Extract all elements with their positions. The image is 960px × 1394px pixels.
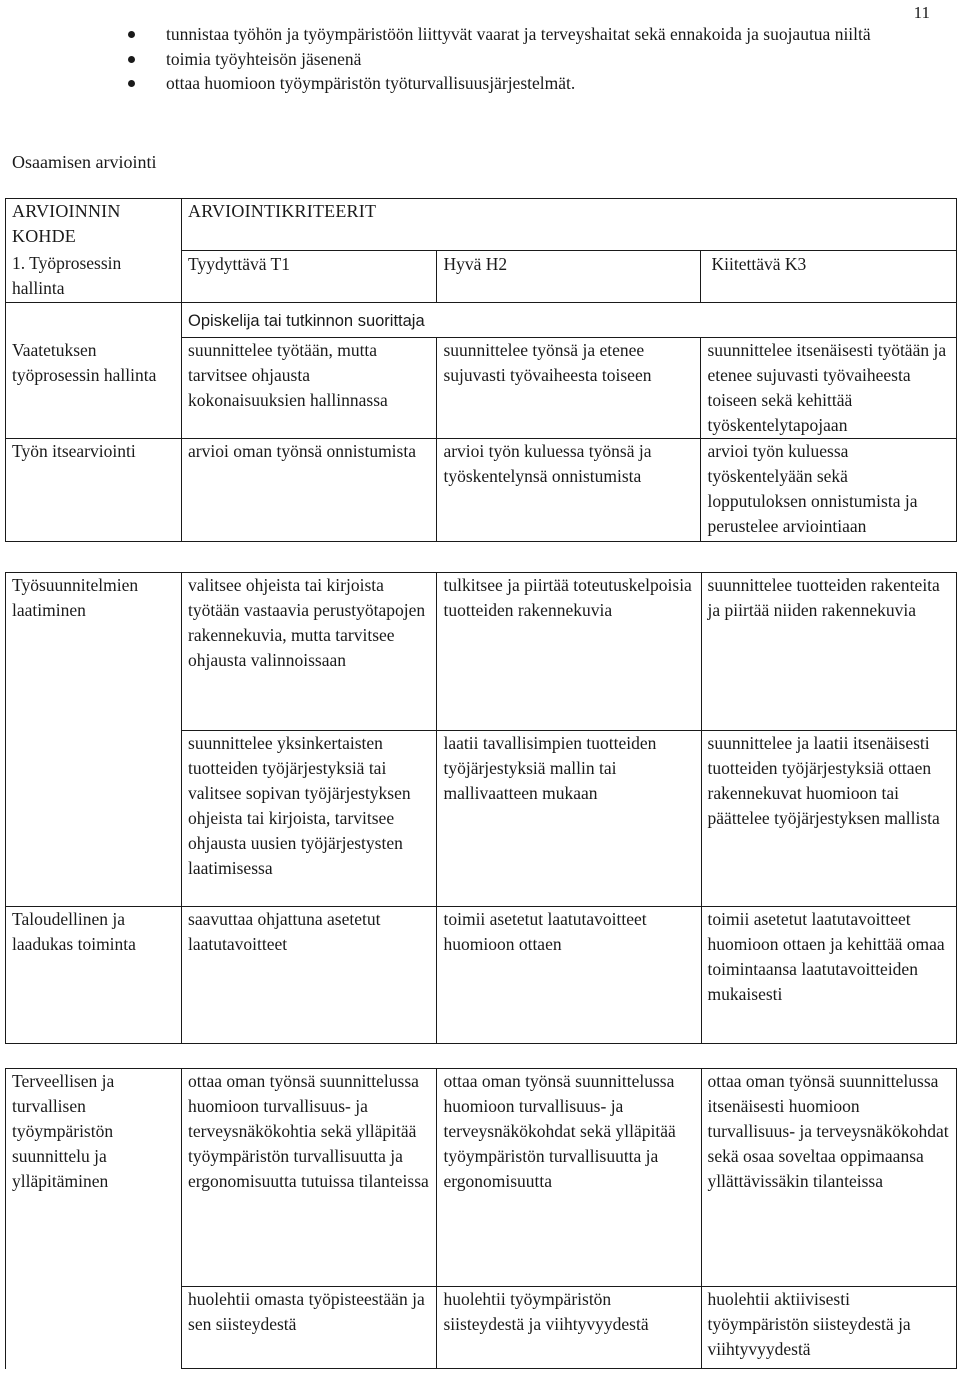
criteria-k3: huolehtii aktiivisesti työympäristön siisteydestä ja viihtyvyydestä [701,1287,956,1369]
criteria-h2: laatii tavallisimpien tuotteiden työjärjestyksiä mallin tai mallivaatteen mukaan [437,731,701,907]
criteria-k3: toimii asetetut laatutavoitteet huomioon ottaen ja kehittää omaa toimintaansa laatutavoitteiden mukaisesti [701,907,956,1044]
criteria-k3: arvioi työn kuluessa työskentelyään sekä lopputuloksen onnistumista ja perustelee arviointiaan [701,439,957,542]
row-target: Taloudellinen ja laadukas toiminta [6,907,182,1044]
assessment-table-safety [5,1068,957,1369]
criteria-k3: suunnittelee tuotteiden rakenteita ja piirtää niiden rakennekuvia [701,573,956,731]
row-target: Työsuunnitelmien laatiminen [6,573,182,907]
criteria-h2: arvioi työn kuluessa työnsä ja työskentelynsä onnistumista [437,439,701,542]
row-target: Terveellisen ja turvallisen työympäristön suunnittelu ja ylläpitäminen [6,1069,182,1369]
assessment-table-planning [5,572,957,1044]
criteria-header: ARVIOINTIKRITEERIT [182,199,957,251]
section-title: Osaamisen arviointi [12,152,157,172]
level-h2-header: Hyvä H2 [437,251,701,303]
page-number: 11 [913,3,930,22]
criteria-k3: suunnittelee itsenäisesti työtään ja etenee sujuvasti työvaiheesta toiseen sekä kehittää työskentelytapojaan [701,338,957,439]
criteria-t1: huolehtii omasta työpisteestään ja sen siisteydestä [182,1287,437,1369]
criteria-k3: ottaa oman työnsä suunnittelussa itsenäisesti huomioon turvallisuus- ja terveysnäkökohdat sekä osaa soveltaa oppimaansa yllättävissäkin tilanteissa [701,1069,956,1287]
bullet-item: tunnistaa työhön ja työympäristöön liittyvät vaarat ja terveyshaitat sekä ennakoida ja suojautua niiltä [128,22,886,47]
criteria-k3: suunnittelee ja laatii itsenäisesti tuotteiden työjärjestyksiä ottaen rakennekuvat huomioon tai päättelee työjärjestyksen mallista [701,731,956,907]
criteria-h2: suunnittelee työnsä ja etenee sujuvasti työvaiheesta toiseen [437,338,701,439]
target-title: 1. Työprosessin hallinta [6,251,182,303]
criteria-t1: suunnittelee työtään, mutta tarvitsee ohjausta kokonaisuuksien hallinnassa [182,338,437,439]
row-target: Vaatetuksen työprosessin hallinta [6,338,182,439]
criteria-t1: ottaa oman työnsä suunnittelussa huomioon turvallisuus- ja terveysnäkökohtia sekä ylläpitää työympäristön turvallisuutta ja ergonomisuutta tutuissa tilanteissa [182,1069,437,1287]
assessment-table-process [5,198,957,542]
criteria-t1: valitsee ohjeista tai kirjoista työtään vastaavia perustyötapojen rakennekuvia, mutta tarvitsee ohjausta valinnoissaan [182,573,437,731]
bullet-item: ottaa huomioon työympäristön työturvallisuusjärjestelmät. [128,71,918,96]
target-header: ARVIOINNIN KOHDE [6,199,182,251]
empty-cell [6,303,182,338]
level-k3-header: Kiitettävä K3 [701,251,957,303]
criteria-t1: arvioi oman työnsä onnistumista [182,439,437,542]
criteria-h2: toimii asetetut laatutavoitteet huomioon ottaen [437,907,701,1044]
criteria-t1: saavuttaa ohjattuna asetetut laatutavoitteet [182,907,437,1044]
criteria-h2: huolehtii työympäristön siisteydestä ja viihtyvyydestä [437,1287,701,1369]
criteria-t1: suunnittelee yksinkertaisten tuotteiden työjärjestyksiä tai valitsee sopivan työjärjestyksen ohjeista tai kirjoista, tarvitsee ohjausta uusien työjärjestysten laatimisessa [182,731,437,907]
subject-line: Opiskelija tai tutkinnon suorittaja [182,303,957,338]
bullet-item: toimia työyhteisön jäsenenä [128,47,918,72]
criteria-h2: ottaa oman työnsä suunnittelussa huomioon turvallisuus- ja terveysnäkökohdat sekä ylläpitää työympäristön turvallisuutta ja ergonomisuutta [437,1069,701,1287]
row-target: Työn itsearviointi [6,439,182,542]
level-t1-header: Tyydyttävä T1 [182,251,437,303]
bullet-list [128,22,918,96]
criteria-h2: tulkitsee ja piirtää toteutuskelpoisia tuotteiden rakennekuvia [437,573,701,731]
